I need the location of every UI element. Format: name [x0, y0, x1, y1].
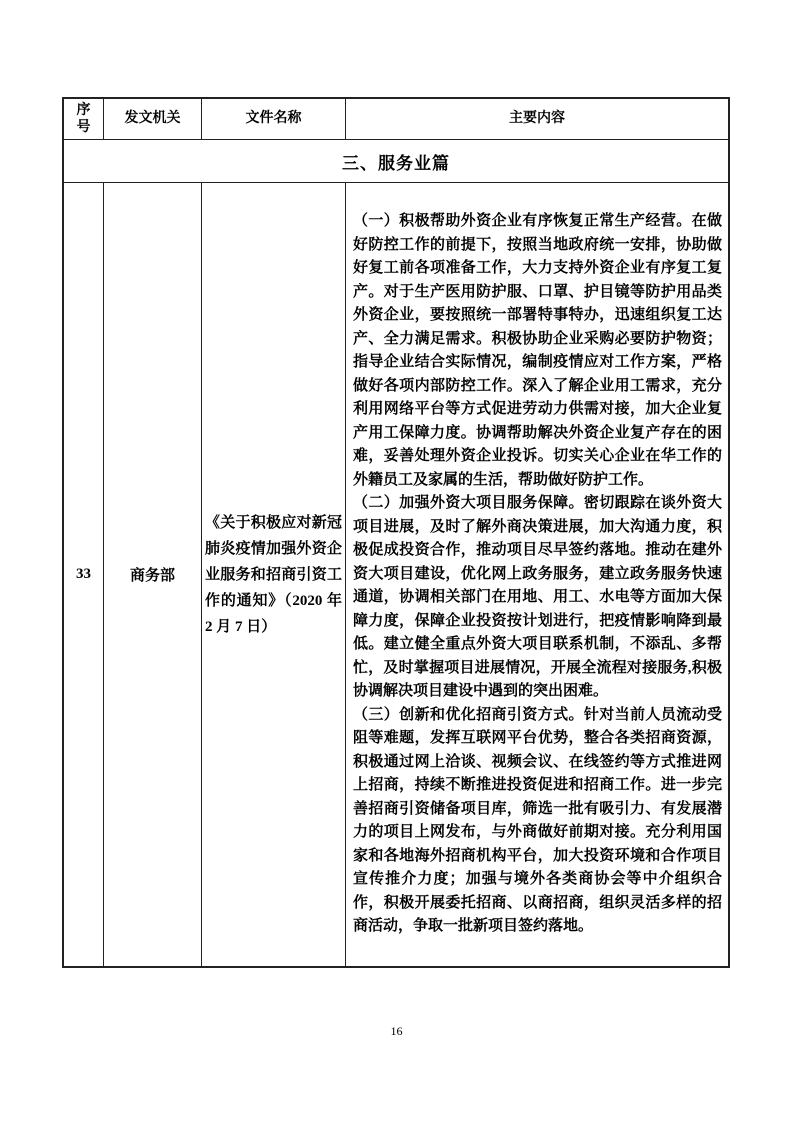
row-number-cell [64, 183, 104, 966]
page-number: 16 [390, 1024, 403, 1038]
document-title: 《关于积极应对新冠肺炎疫情加强外资企业服务和招商引资工作的通知》（2020 年 2 月 7 日） [205, 514, 342, 635]
header-cell-document-title [202, 99, 346, 139]
row-number: 33 [76, 566, 91, 582]
table-header-row [64, 99, 728, 139]
document-title-cell [202, 183, 346, 966]
header-label-main-content: 主要内容 [509, 111, 565, 127]
content-paragraph-2: （二）加强外资大项目服务保障。密切跟踪在谈外资大项目进展，及时了解外商决策进展，加大沟通力度，积极促成投资合作，推动项目尽早签约落地。推动在建外资大项目建设，优化网上政务服务，建立政务服务快速通道，协调相关部门在用地、用工、水电等方面加大保障力度，保障企业投资按计划进行，把疫情影响降到最低。建立健全重点外资大项目联系机制，不添乱、多帮忙，及时掌握项目进展情况，开展全流程对接服务,积极协调解决项目建设中遇到的突出困难。 [353, 495, 722, 700]
header-label-agency: 发文机关 [124, 111, 181, 127]
content-paragraph-1: （一）积极帮助外资企业有序恢复正常生产经营。在做好防控工作的前提下，按照当地政府统一安排，协助做好复工前各项准备工作，大力支持外资企业有序复工复产。对于生产医用防护服、口罩、护目镜等防护用品类外资企业，要按照统一部署特事特办，迅速组织复工达产、全力满足需求。积极协助企业采购必要防护物资；指导企业结合实际情况，编制疫情应对工作方案，严格做好各项内部防控工作。深入了解企业用工需求，充分利用网络平台等方式促进劳动力供需对接，加大企业复产用工保障力度。协调帮助解决外资企业复产存在的困难，妥善处理外资企业投诉。切实关心企业在华工作的外籍员工及家属的生活，帮助做好防护工作。 [353, 213, 722, 488]
section-title: 三、服务业篇 [342, 153, 450, 173]
document-table [62, 97, 730, 968]
main-content-cell [346, 183, 728, 966]
header-cell-agency [104, 99, 202, 139]
content-paragraph-3: （三）创新和优化招商引资方式。针对当前人员流动受阻等难题，发挥互联网平台优势，整合各类招商资源，积极通过网上洽谈、视频会议、在线签约等方式推进网上招商，持续不断推进投资促进和招商工作。进一步完善招商引资储备项目库，筛选一批有吸引力、有发展潜力的项目上网发布，与外商做好前期对接。充分利用国家和各地海外招商机构平台，加大投资环境和合作项目宣传推介力度；加强与境外各类商协会等中介组织合作，积极开展委托招商、以商招商，组织灵活多样的招商活动，争取一批新项目签约落地。 [353, 706, 722, 935]
header-cell-number [64, 99, 104, 139]
header-label-document-title: 文件名称 [245, 111, 302, 127]
section-title-row [64, 139, 728, 182]
header-cell-main-content [346, 99, 728, 139]
header-label-number: 序号 [76, 102, 91, 135]
agency-name: 商务部 [129, 568, 175, 584]
agency-cell [104, 183, 202, 966]
table-row [64, 182, 728, 966]
